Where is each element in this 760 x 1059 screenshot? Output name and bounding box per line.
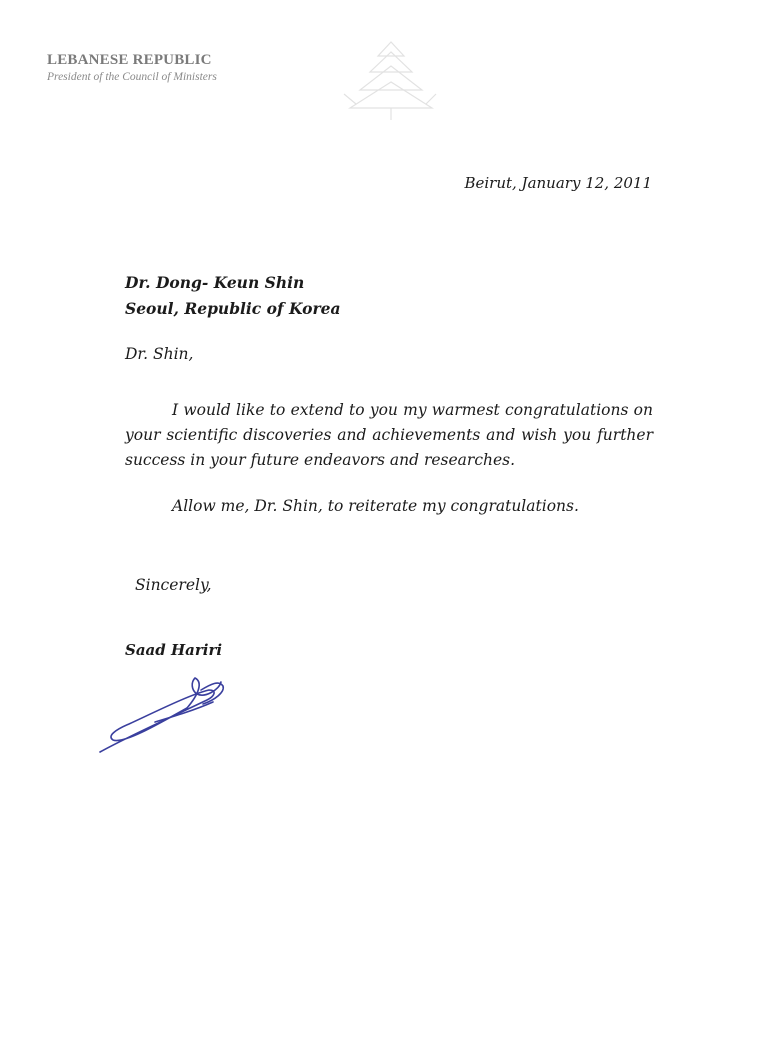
recipient-block	[125, 270, 341, 322]
letterhead-title: LEBANESE REPUBLIC	[47, 52, 212, 68]
signatory-name: Saad Hariri	[125, 641, 223, 659]
cedar-emblem-icon	[336, 34, 446, 124]
recipient-location: Seoul, Republic of Korea	[125, 299, 341, 318]
closing: Sincerely,	[135, 576, 212, 594]
salutation: Dr. Shin,	[125, 345, 194, 363]
recipient-name: Dr. Dong- Keun Shin	[125, 273, 305, 292]
handwritten-signature	[95, 660, 235, 760]
letterhead	[47, 52, 307, 83]
body-paragraph-1: I would like to extend to you my warmest congratulations on your scientific discoveries and achievements and wish you further success in your future endeavors and researches.	[125, 401, 653, 469]
letterhead-subtitle: President of the Council of Ministers	[47, 71, 217, 83]
body-paragraph-2: Allow me, Dr. Shin, to reiterate my congratulations.	[172, 497, 579, 515]
letter-date: Beirut, January 12, 2011	[464, 174, 652, 192]
